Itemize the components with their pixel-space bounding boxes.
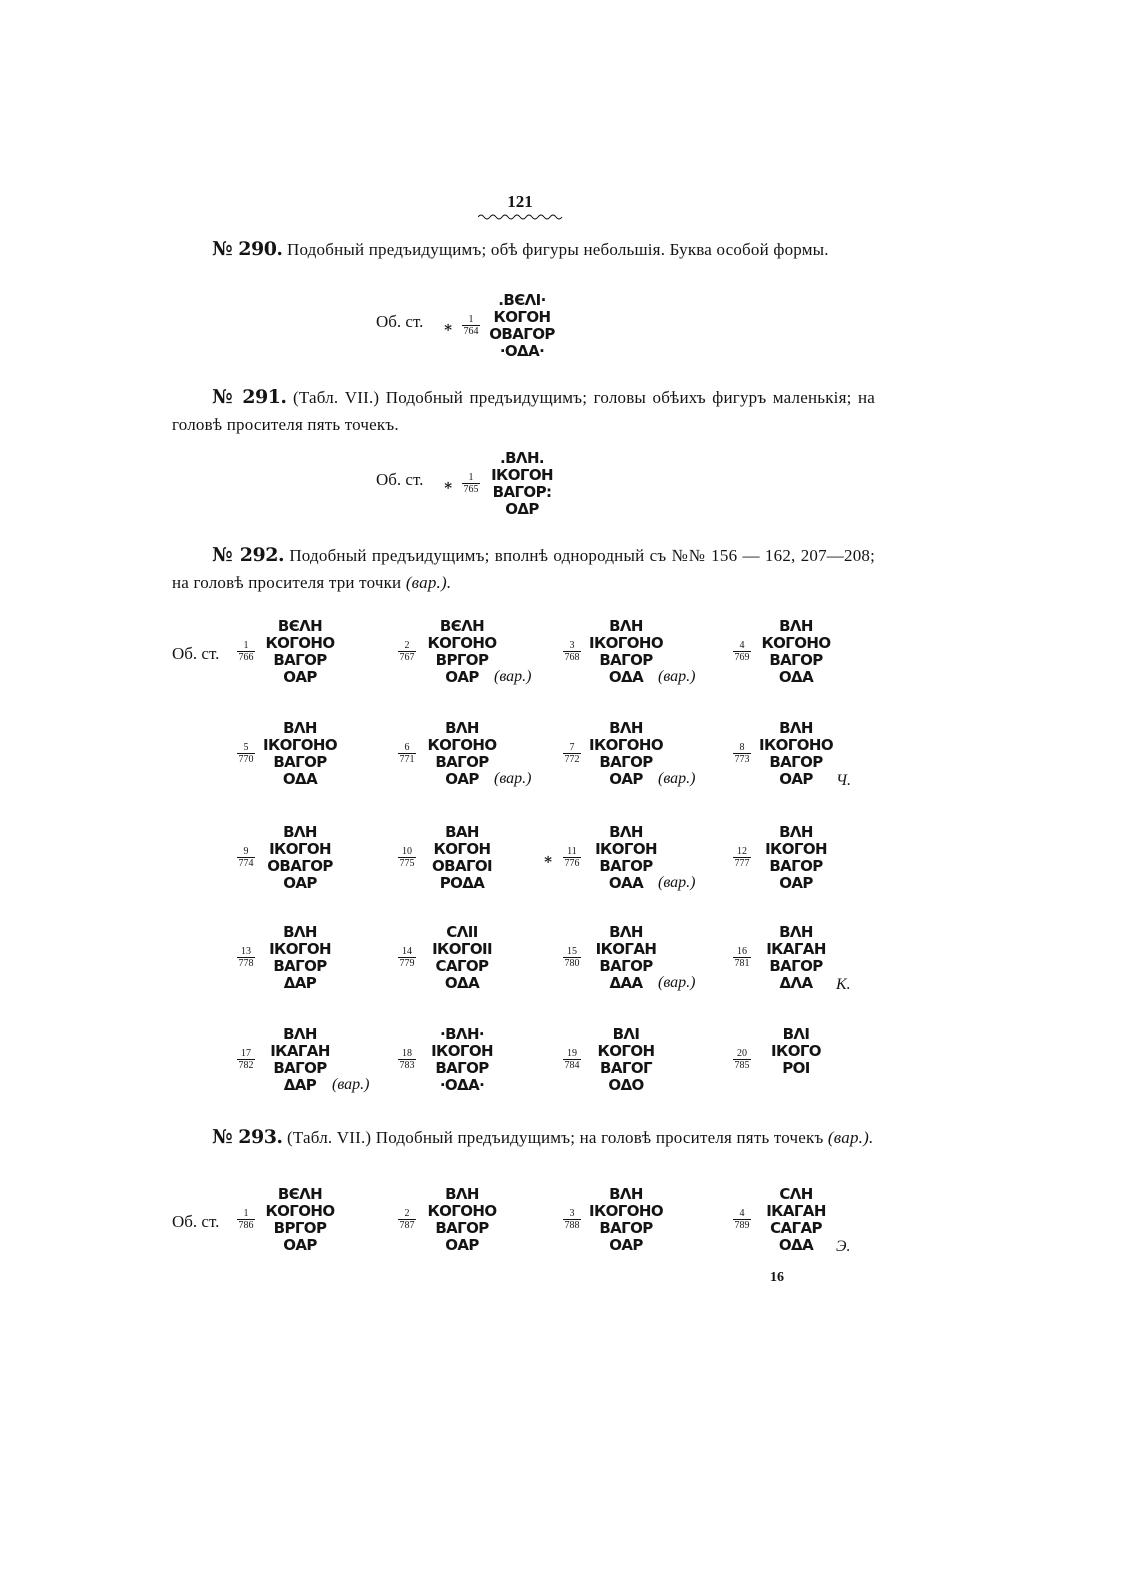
inscription [484,292,560,360]
inscription [758,720,834,788]
inscription-line: ВΛН [609,617,643,635]
inscription-line: ОАР [445,668,479,686]
plate-reference: 771 [399,754,415,765]
plate-reference: 783 [399,1060,415,1071]
inscription [262,618,338,686]
inscription [588,1026,664,1094]
entry-description: Подобный предъидущимъ; обѣ фигуры небольшія. Буква особой формы. [287,240,829,259]
inscription [424,824,500,892]
inscription-line: ВΛН [779,617,813,635]
inscription-line: ВΛН [609,823,643,841]
obverse-label: Об. ст. [172,644,220,663]
inscription-line: .ВЄΛІ· [498,291,546,309]
plate-number [733,1048,751,1071]
inscription-line: СΛН [779,1185,813,1203]
inscription-line: ΔАР [283,974,317,992]
collection-mark: К. [836,976,851,993]
plate-reference: 773 [734,754,750,765]
inscription-line: .ВΛН. [500,449,544,467]
plate-number [237,742,255,765]
plate-index: 12 [733,846,751,858]
plate-index: 19 [563,1048,581,1060]
inscription-line: ВЄΛН [277,1185,323,1203]
plate-index: 8 [733,742,751,754]
inscription-line: ΔАА [609,974,643,992]
inscription-line: ІКОГОН [491,466,553,484]
inscription-line: ОАР [283,1236,317,1254]
entry-292-heading [172,542,875,596]
inscription-line: ВΛН [445,1185,479,1203]
plate-reference: 781 [734,958,750,969]
variant-note: (вар.) [332,1076,370,1093]
page-number-wavy-rule [478,213,564,221]
plate-number [398,946,416,969]
inscription-line: ІКОГО [771,1042,821,1060]
plate-number [237,1208,255,1231]
inscription-line: ОВАГОР [267,857,333,875]
inscription-line: РОΔА [439,874,485,892]
entry-290-heading [172,236,875,263]
plate-number [398,640,416,663]
plate-number [563,1208,581,1231]
inscription-line: ВАГОР [599,957,653,975]
plate-reference: 776 [564,858,580,869]
plate-index: 7 [563,742,581,754]
star-mark: ∗ [443,320,454,336]
inscription-line: ВАГОР [273,957,327,975]
inscription-line: ВРГОР [435,651,489,669]
inscription-line: ОΔА [778,668,814,686]
inscription-line: ІКОГАН [595,940,657,958]
inscription [758,1026,834,1077]
plate-index: 1 [237,1208,255,1220]
signature-mark: 16 [770,1270,784,1285]
inscription-line: ОΔА [608,668,644,686]
plate-reference: 765 [463,484,479,495]
plate-number [398,1048,416,1071]
variant-note: (вар.) [494,770,532,787]
plate-number [563,846,581,869]
plate-index: 13 [237,946,255,958]
inscription-line: ·ОΔА· [499,342,545,360]
collection-mark: Э. [836,1238,851,1255]
plate-reference: 774 [238,858,254,869]
inscription-line: ВΑН [445,823,479,841]
inscription-line: ВАГОР [435,1059,489,1077]
entry-description: (Табл. VII.) Подобный предъидущимъ; головы обѣихъ фигуръ маленькія; на головѣ просителя пять точекъ. [172,388,876,434]
plate-number [563,640,581,663]
inscription-line: ОΔА [282,770,318,788]
plate-reference: 784 [564,1060,580,1071]
plate-number [237,640,255,663]
inscription [424,924,500,992]
inscription-line: ВΛН [283,719,317,737]
inscription-line: ВΛН [779,823,813,841]
entry-number: № 291. [212,386,287,408]
plate-number [733,1208,751,1231]
plate-reference: 766 [238,652,254,663]
inscription-line: ВАГОР [273,753,327,771]
plate-reference: 782 [238,1060,254,1071]
plate-index: 1 [462,472,480,484]
plate-index: 2 [398,640,416,652]
entry-description: (Табл. VII.) Подобный предъидущимъ; на головѣ просителя пять точекъ [287,1128,824,1147]
inscription-line: КОГОНО [265,1202,335,1220]
inscription-line: ОΔА [778,1236,814,1254]
inscription-line: ВΛН [283,823,317,841]
collection-mark: Ч. [836,772,852,789]
inscription-line: ІКОГОН [765,840,827,858]
inscription-line: ВΛІ [782,1025,810,1043]
inscription-line: ВЄΛН [439,617,485,635]
inscription-line: ВАГОР [769,651,823,669]
inscription-line: КОГОН [433,840,491,858]
plate-reference: 775 [399,858,415,869]
inscription-line: ІКОГОНО [758,736,833,754]
plate-reference: 780 [564,958,580,969]
inscription-line: ОАР [445,1236,479,1254]
plate-number [462,314,480,337]
plate-number [733,846,751,869]
inscription [588,720,664,788]
inscription-line: ІКОГОНО [588,736,663,754]
inscription-line: ΔАР [283,1076,317,1094]
inscription-line: ОВАГОІ [431,857,493,875]
inscription-line: ОАР [445,770,479,788]
inscription-line: ОАР [779,770,813,788]
plate-index: 18 [398,1048,416,1060]
inscription [758,924,834,992]
plate-index: 1 [237,640,255,652]
plate-index: 17 [237,1048,255,1060]
plate-index: 9 [237,846,255,858]
inscription-line: ОАА [608,874,644,892]
plate-reference: 777 [734,858,750,869]
inscription [588,1186,664,1254]
inscription [262,824,338,892]
inscription-line: КОГОНО [761,634,831,652]
plate-reference: 785 [734,1060,750,1071]
inscription-line: ВАГОР [273,651,327,669]
inscription-line: КОГОН [597,1042,655,1060]
inscription-line: ВАГОР [599,857,653,875]
plate-number [237,946,255,969]
inscription-line: КОГОНО [427,634,497,652]
inscription-line: ІКАГАН [766,1202,826,1220]
plate-number [398,742,416,765]
inscription-line: ВЄΛН [277,617,323,635]
inscription-line: ВАГОР [769,957,823,975]
inscription-line: ІКОГОНО [588,634,663,652]
plate-index: 11 [563,846,581,858]
inscription-line: ВАГОГ [600,1059,652,1077]
inscription [484,450,560,518]
inscription-line: САГОР [435,957,489,975]
variant-note: (вар.). [827,1128,874,1147]
inscription [424,720,500,788]
inscription-line: КОГОН [493,308,551,326]
page-number: 121 [507,192,533,211]
inscription-line: ВАГОР [769,857,823,875]
plate-number [398,1208,416,1231]
inscription-line: ВΛІ [612,1025,640,1043]
inscription-line: ОАР [609,1236,643,1254]
plate-reference: 788 [564,1220,580,1231]
inscription [262,1026,338,1094]
inscription-line: ІКОГОН [269,840,331,858]
plate-index: 3 [563,640,581,652]
inscription-line: КОГОНО [265,634,335,652]
plate-reference: 770 [238,754,254,765]
inscription-line: ВΛН [445,719,479,737]
plate-reference: 789 [734,1220,750,1231]
plate-number [237,846,255,869]
obverse-label: Об. ст. [172,1212,220,1231]
inscription [758,618,834,686]
plate-index: 10 [398,846,416,858]
inscription-line: ВΛН [609,1185,643,1203]
inscription-line: ІКАГАН [766,940,826,958]
inscription [262,720,338,788]
plate-reference: 769 [734,652,750,663]
plate-reference: 778 [238,958,254,969]
inscription-line: ВАГОР [769,753,823,771]
plate-number [237,1048,255,1071]
plate-index: 1 [462,314,480,326]
plate-index: 15 [563,946,581,958]
plate-reference: 772 [564,754,580,765]
inscription-line: ОΔА [444,974,480,992]
inscription-line: ΔΛА [779,974,813,992]
plate-number [462,472,480,495]
plate-reference: 779 [399,958,415,969]
variant-note: (вар.) [494,668,532,685]
inscription [424,618,500,686]
plate-number [563,742,581,765]
inscription-line: РОІ [782,1059,810,1077]
inscription [424,1186,500,1254]
inscription-line: ОАР [283,668,317,686]
star-mark: ∗ [543,852,554,868]
entry-number: № 292. [212,544,285,566]
plate-number [733,946,751,969]
inscription-line: ВΛН [283,1025,317,1043]
inscription-line: ІКОГОН [431,1042,493,1060]
obverse-label: Об. ст. [376,470,424,489]
inscription-line: ВΛН [609,923,643,941]
variant-note: (вар.). [405,573,452,592]
inscription-line: ВАГОР [435,1219,489,1237]
inscription [758,824,834,892]
plate-reference: 768 [564,652,580,663]
inscription-line: ВАГОР [273,1059,327,1077]
variant-note: (вар.) [658,874,696,891]
inscription-line: ВΛН [609,719,643,737]
inscription-line: КОГОНО [427,736,497,754]
inscription-line: ІКОГОН [595,840,657,858]
variant-note: (вар.) [658,668,696,685]
inscription-line: ·ВΛН· [440,1025,484,1043]
inscription-line: ВΛН [779,923,813,941]
plate-number [733,742,751,765]
entry-number: № 290. [212,238,283,260]
plate-index: 6 [398,742,416,754]
variant-note: (вар.) [658,974,696,991]
entry-description: Подобный предъидущимъ; вполнѣ однородный съ №№ 156 — 162, 207—208; на головѣ просителя три точки [172,546,876,592]
inscription-line: СΛІІ [446,923,478,941]
inscription-line: САГАР [770,1219,822,1237]
inscription-line: ВАГОР [435,753,489,771]
inscription [262,1186,338,1254]
plate-number [398,846,416,869]
inscription-line: ОАР [283,874,317,892]
plate-index: 4 [733,640,751,652]
inscription-line: ОАР [609,770,643,788]
plate-number [563,946,581,969]
plate-index: 4 [733,1208,751,1220]
entry-number: № 293. [212,1126,283,1148]
star-mark: ∗ [443,478,454,494]
inscription-line: ОВАГОР [489,325,555,343]
plate-reference: 767 [399,652,415,663]
inscription-line: ОΔО [608,1076,644,1094]
entry-293-heading [172,1124,875,1151]
inscription-line: ВАГОР [599,753,653,771]
inscription [758,1186,834,1254]
inscription-line: ·ОΔА· [439,1076,485,1094]
plate-number [563,1048,581,1071]
inscription [588,924,664,992]
variant-note: (вар.) [658,770,696,787]
plate-reference: 787 [399,1220,415,1231]
inscription-line: ВΛН [283,923,317,941]
entry-291-heading [172,384,875,438]
inscription-line: ВΛН [779,719,813,737]
inscription-line: ВАГОР [599,651,653,669]
inscription-line: ІКОГОІІ [432,940,492,958]
plate-index: 20 [733,1048,751,1060]
plate-reference: 764 [463,326,479,337]
inscription-line: ІКОГОН [269,940,331,958]
plate-index: 2 [398,1208,416,1220]
plate-number [733,640,751,663]
plate-reference: 786 [238,1220,254,1231]
inscription [424,1026,500,1094]
inscription-line: ВРГОР [273,1219,327,1237]
inscription-line: ІКОГОНО [262,736,337,754]
inscription-line: ВАГОР [599,1219,653,1237]
inscription-line: ІКАГАН [270,1042,330,1060]
inscription [588,824,664,892]
plate-index: 3 [563,1208,581,1220]
plate-index: 14 [398,946,416,958]
inscription [588,618,664,686]
inscription [262,924,338,992]
obverse-label: Об. ст. [376,312,424,331]
plate-index: 5 [237,742,255,754]
inscription-line: ВАГОР: [492,483,552,501]
inscription-line: КОГОНО [427,1202,497,1220]
inscription-line: ІКОГОНО [588,1202,663,1220]
plate-index: 16 [733,946,751,958]
inscription-line: ОАР [779,874,813,892]
inscription-line: ОΔР [505,500,539,518]
